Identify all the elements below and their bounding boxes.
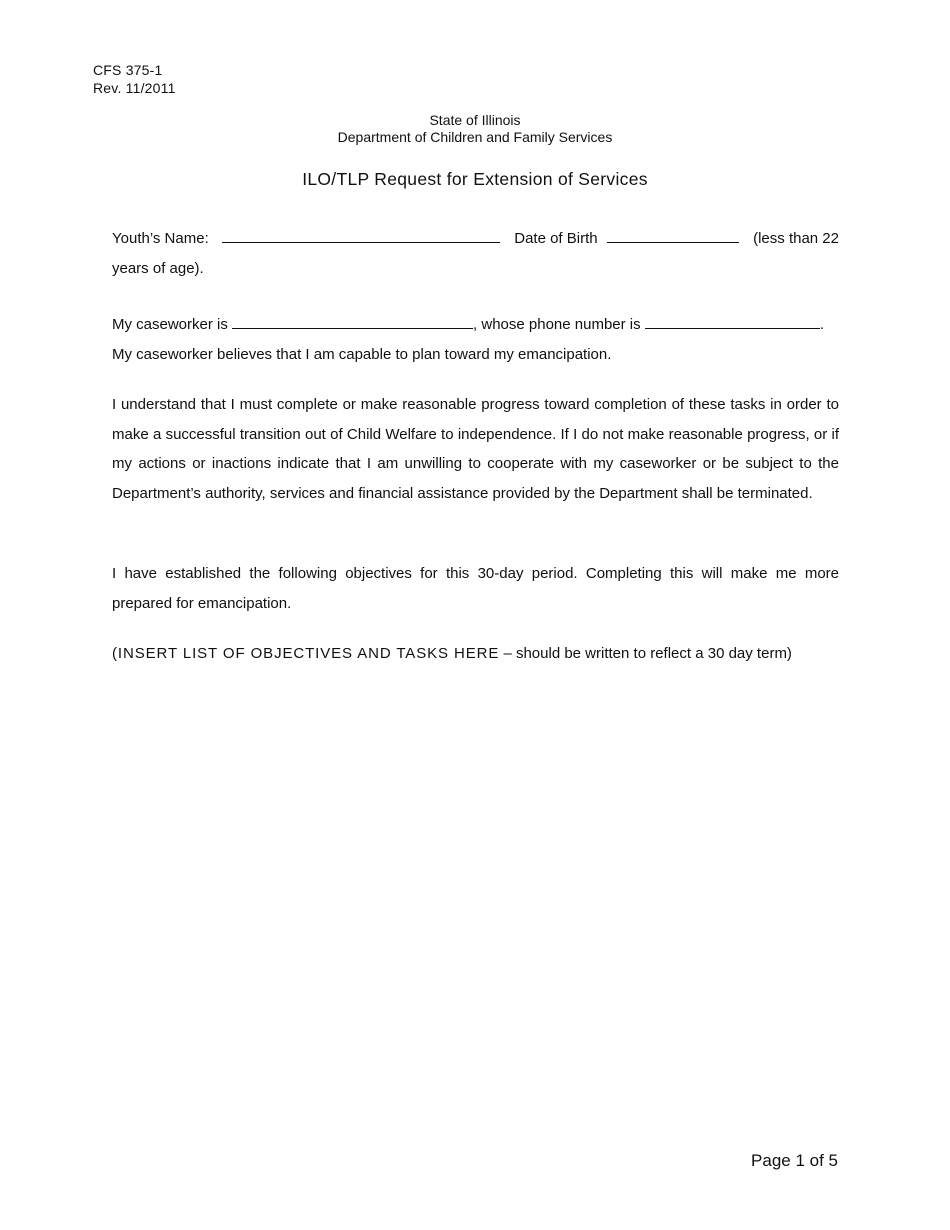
phone-label: , whose phone number is: [473, 316, 641, 333]
agency-header: [0, 112, 950, 146]
caseworker-field[interactable]: [232, 314, 473, 329]
page-number: Page 1 of 5: [751, 1151, 838, 1170]
state-name: State of Illinois: [429, 112, 521, 128]
youth-name-label: Youth’s Name:: [112, 230, 209, 247]
dob-label: Date of Birth: [514, 230, 598, 247]
form-revision: Rev. 11/2011: [93, 80, 176, 96]
age-note: (less than 22: [753, 230, 839, 247]
youth-name-field[interactable]: [222, 228, 500, 243]
youth-info-section: [112, 224, 839, 284]
objectives-paragraph: I have established the following objectives for this 30-day period. Completing this will make me more prepared for emancipation.: [112, 565, 839, 612]
dob-field[interactable]: [607, 228, 739, 243]
understanding-paragraph: I understand that I must complete or make reasonable progress toward completion of these tasks in order to make a successful transition out of Child Welfare to independence. If I do not make reasonable progress, or if my actions or inactions indicate that I am unwilling to cooperate with my caseworker or be subject to the Department’s authority, services and financial assistance provided by the Department shall be terminated.: [112, 396, 839, 502]
insert-objectives-note: [112, 639, 839, 669]
insert-note-prefix: (INSERT LIST OF OBJECTIVES AND TASKS HERE: [112, 645, 500, 662]
insert-note-suffix: – should be written to reflect a 30 day term): [499, 645, 792, 662]
caseworker-label: My caseworker is: [112, 316, 228, 333]
phone-end: .: [819, 316, 824, 333]
phone-field[interactable]: [645, 314, 820, 329]
department-name: Department of Children and Family Services: [337, 129, 613, 145]
caseworker-belief: My caseworker believes that I am capable to plan toward my emancipation.: [112, 346, 612, 363]
youth-info-line: [112, 224, 839, 254]
form-identifier: [93, 61, 176, 97]
caseworker-section: [112, 310, 839, 370]
form-number: CFS 375-1: [93, 62, 163, 78]
caseworker-line: [112, 310, 839, 340]
page-title: ILO/TLP Request for Extension of Services: [302, 169, 648, 189]
age-note-continued: years of age).: [112, 260, 204, 277]
